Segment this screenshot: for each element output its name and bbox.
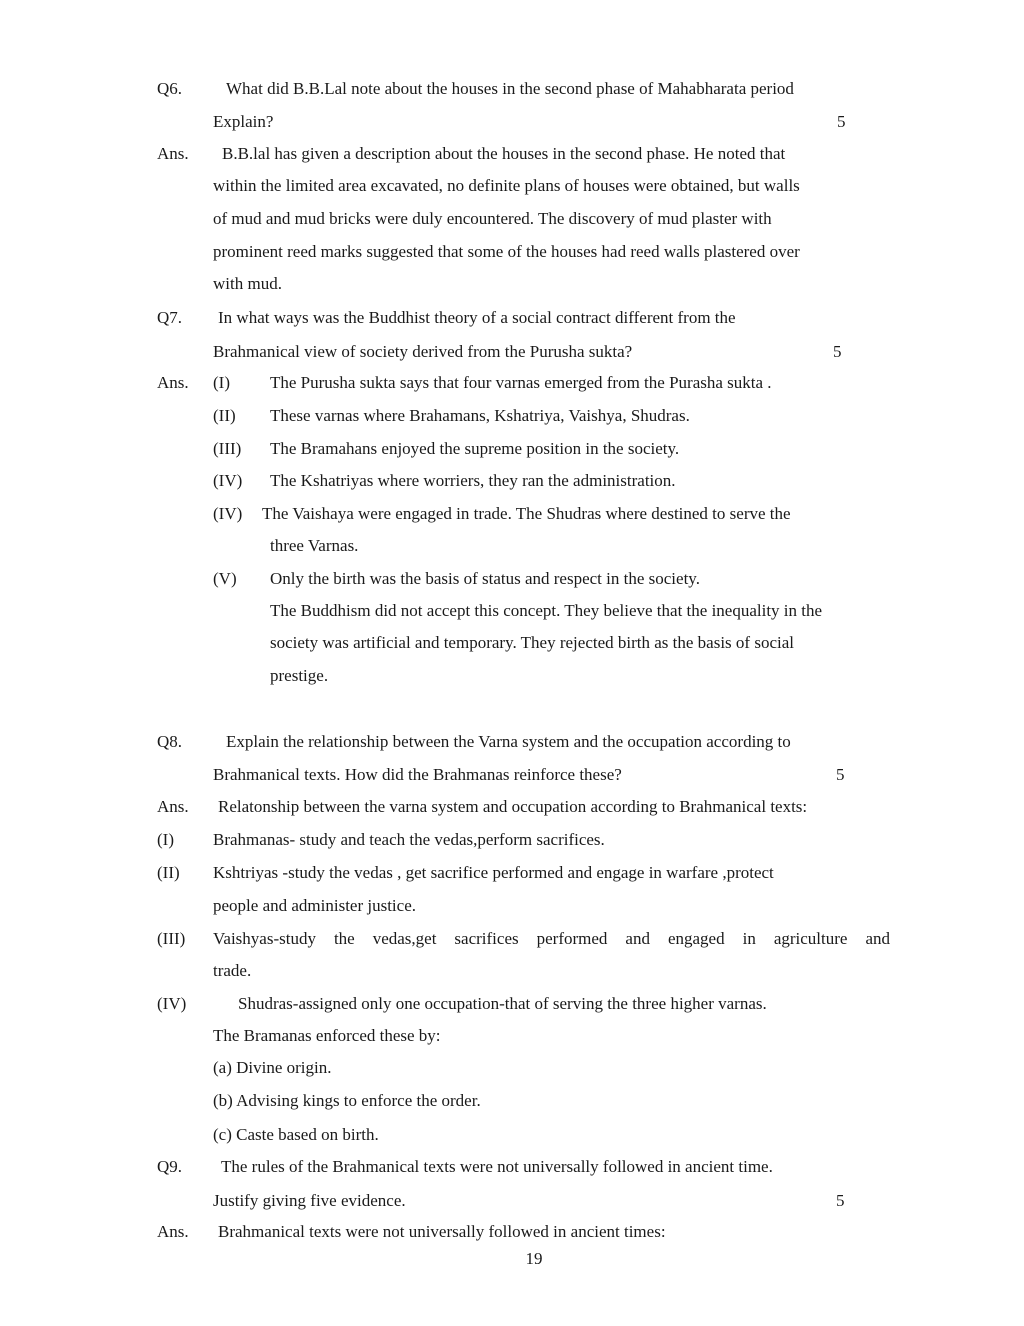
q8-marks: 5 [836, 765, 845, 784]
q7-point-number: (IV) [213, 504, 243, 523]
q7-point-number: (IV) [213, 471, 243, 490]
q8-point-text: trade. [213, 961, 252, 980]
q8-point-text: Vaishyas-study the vedas,get sacrifices performed and engaged in agriculture and [213, 929, 890, 948]
q7-marks: 5 [833, 342, 842, 361]
q8-label: Q8. [157, 732, 183, 751]
q6-answer-line: within the limited area excavated, no definite plans of houses were obtained, but walls [213, 176, 800, 195]
q8-answer-intro: Relatonship between the varna system and occupation according to Brahmanical texts: [218, 797, 808, 816]
q8-point-text: Brahmanas- study and teach the vedas,perform sacrifices. [213, 830, 605, 849]
q7-point-number: (I) [213, 373, 230, 392]
q6-marks: 5 [837, 112, 846, 131]
q9-ans-label: Ans. [157, 1222, 189, 1241]
q7-point-text: three Varnas. [270, 536, 359, 555]
q6-question-line-1: What did B.B.Lal note about the houses in the second phase of Mahabharata period [226, 79, 794, 98]
q7-point-number: (III) [213, 439, 242, 458]
q8-point-number: (I) [157, 830, 174, 849]
q8-point-text: Shudras-assigned only one occupation-that of serving the three higher varnas. [238, 994, 767, 1013]
q7-label: Q7. [157, 308, 183, 327]
q9-question-line-2: Justify giving five evidence. [213, 1191, 406, 1210]
q6-answer-line: with mud. [213, 274, 282, 293]
q7-point-text: The Kshatriyas where worriers, they ran the administration. [270, 471, 676, 490]
q7-point-text: The Vaishaya were engaged in trade. The Shudras where destined to serve the [262, 504, 791, 523]
q9-answer-intro: Brahmanical texts were not universally followed in ancient times: [218, 1222, 666, 1241]
q8-question-line-2: Brahmanical texts. How did the Brahmanas reinforce these? [213, 765, 622, 784]
q8-enforce-item: (a) Divine origin. [213, 1058, 332, 1077]
q8-point-number: (IV) [157, 994, 187, 1013]
q8-point-text: people and administer justice. [213, 896, 416, 915]
q7-point-text: The Bramahans enjoyed the supreme position in the society. [270, 439, 680, 458]
q8-point-number: (II) [157, 863, 180, 882]
q7-question-line-2: Brahmanical view of society derived from the Purusha sukta? [213, 342, 633, 361]
q7-point-text: The Purusha sukta says that four varnas emerged from the Purasha sukta . [270, 373, 772, 392]
q9-label: Q9. [157, 1157, 183, 1176]
q8-enforce-item: (c) Caste based on birth. [213, 1125, 379, 1144]
q9-question-line-1: The rules of the Brahmanical texts were not universally followed in ancient time. [221, 1157, 773, 1176]
q7-point-text: Only the birth was the basis of status and respect in the society. [270, 569, 700, 588]
q8-point-number: (III) [157, 929, 186, 948]
q7-conclusion-line: prestige. [270, 666, 329, 685]
page-number: 19 [525, 1249, 543, 1268]
q6-answer-line: B.B.lal has given a description about the houses in the second phase. He noted that [222, 144, 786, 163]
q7-point-number: (V) [213, 569, 237, 588]
q8-ans-label: Ans. [157, 797, 189, 816]
q6-answer-line: prominent reed marks suggested that some of the houses had reed walls plastered over [213, 242, 800, 261]
q7-question-line-1: In what ways was the Buddhist theory of a social contract different from the [218, 308, 736, 327]
q8-question-line-1: Explain the relationship between the Varna system and the occupation according to [226, 732, 791, 751]
q7-point-text: These varnas where Brahamans, Kshatriya, Vaishya, Shudras. [270, 406, 690, 425]
q8-point-text: Kshtriyas -study the vedas , get sacrifice performed and engage in warfare ,protect [213, 863, 774, 882]
q7-point-number: (II) [213, 406, 236, 425]
q8-enforce-item: (b) Advising kings to enforce the order. [213, 1091, 481, 1110]
q7-conclusion-line: The Buddhism did not accept this concept. They believe that the inequality in the [270, 601, 823, 620]
q6-question-line-2: Explain? [213, 112, 274, 131]
q7-conclusion-line: society was artificial and temporary. They rejected birth as the basis of social [270, 633, 794, 652]
q6-label: Q6. [157, 79, 183, 98]
q6-answer-line: of mud and mud bricks were duly encountered. The discovery of mud plaster with [213, 209, 772, 228]
q9-marks: 5 [836, 1191, 845, 1210]
q8-enforce-heading: The Bramanas enforced these by: [213, 1026, 441, 1045]
q7-ans-label: Ans. [157, 373, 189, 392]
q6-ans-label: Ans. [157, 144, 189, 163]
